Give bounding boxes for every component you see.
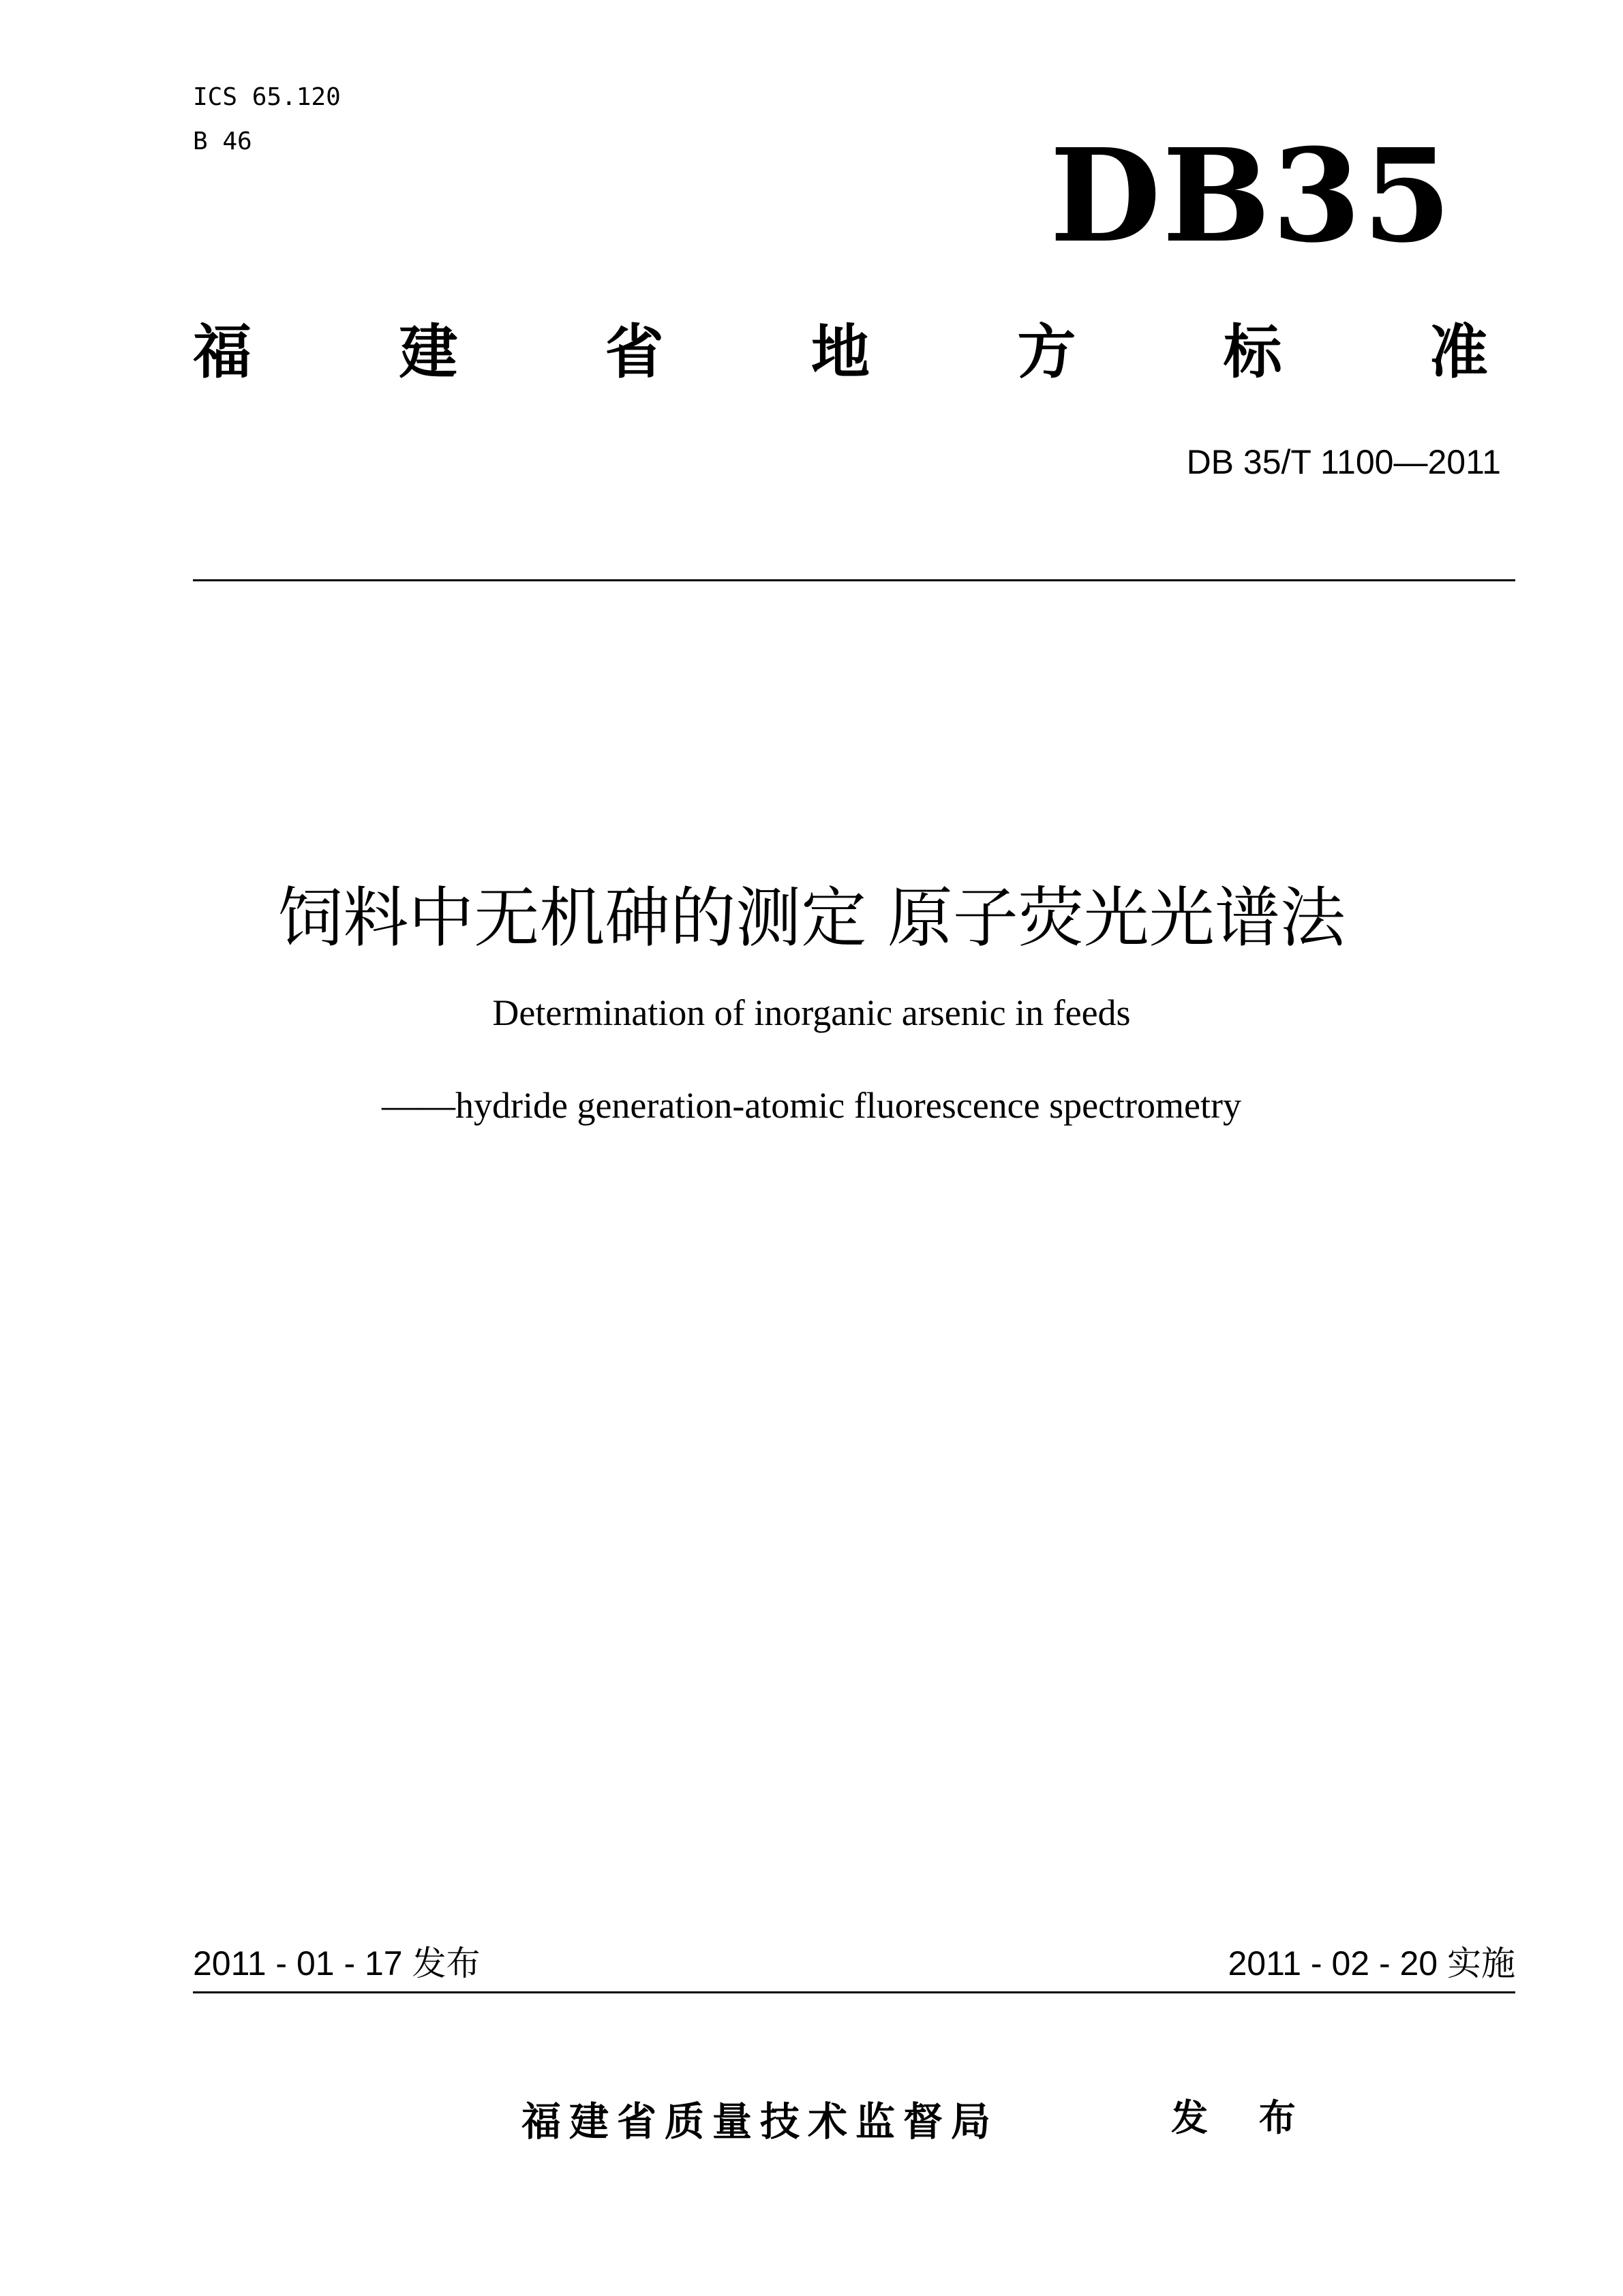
standard-type-char: 省 <box>605 318 664 386</box>
standard-number: DB 35/T 1100—2011 <box>1186 443 1501 481</box>
standard-type-char: 准 <box>1429 318 1488 386</box>
standard-type-heading <box>193 315 1488 390</box>
ccs-code: B 46 <box>193 127 252 155</box>
document-title-chinese: 饲料中无机砷的测定 原子荧光光谱法 <box>277 880 1346 956</box>
implementation-date: 2011 - 02 - 20 实施 <box>1228 1944 1515 1983</box>
standard-type-char: 方 <box>1017 318 1076 386</box>
ics-code: ICS 65.120 <box>193 83 341 111</box>
standard-type-char: 标 <box>1223 318 1282 386</box>
footer-divider <box>193 1991 1515 1993</box>
document-subtitle-english: ——hydride generation-atomic fluorescence spectrometry <box>382 1085 1241 1126</box>
standard-type-char: 建 <box>399 318 458 386</box>
standard-type-char: 福 <box>193 318 252 386</box>
header-divider <box>193 579 1515 581</box>
publisher-name: 福建省质量技术监督局 <box>521 2098 999 2145</box>
publish-label: 发 布 <box>1171 2096 1315 2139</box>
issue-date: 2011 - 01 - 17 发布 <box>193 1944 481 1983</box>
db-standard-logo: DB35 <box>1050 121 1453 271</box>
standard-type-char: 地 <box>810 318 870 386</box>
document-title-english: Determination of inorganic arsenic in feeds <box>492 992 1131 1033</box>
